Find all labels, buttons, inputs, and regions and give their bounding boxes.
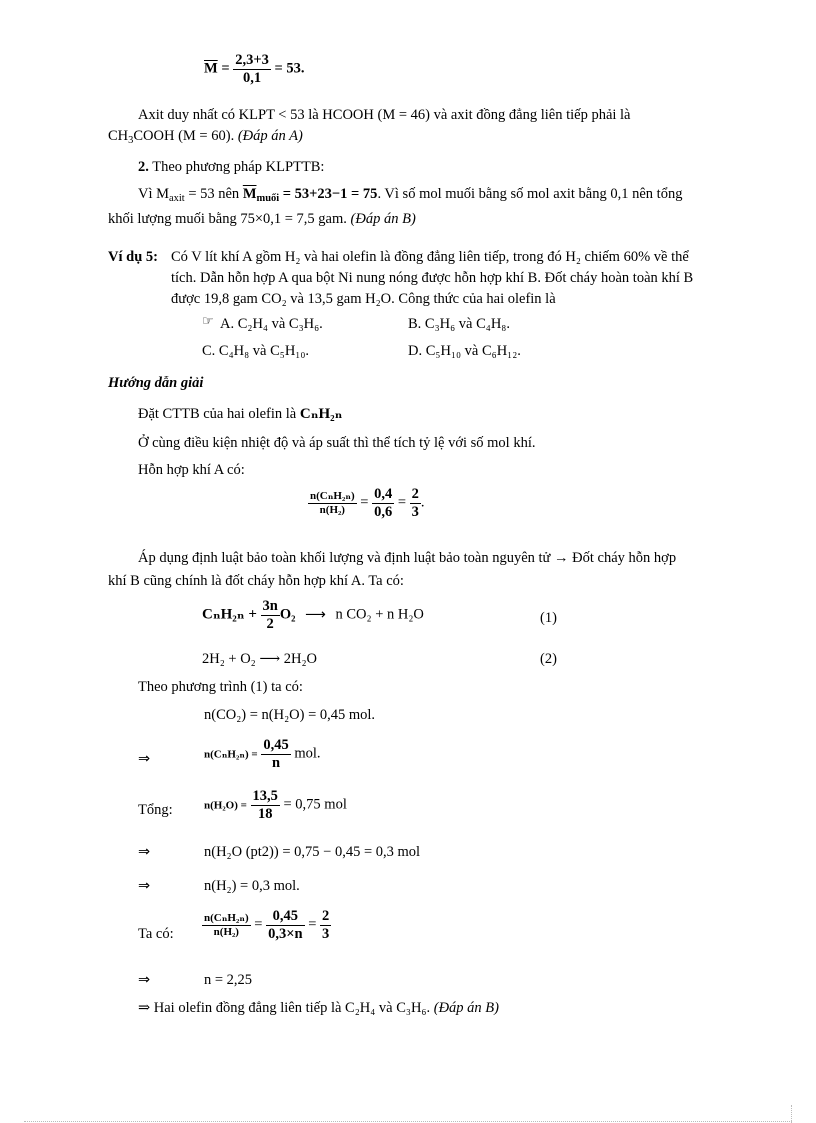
implies-icon: ⇒: [138, 844, 151, 860]
paragraph-muoi-line2: khối lượng muối bằng 75×0,1 = 7,5 gam. (Đáp án B): [108, 211, 416, 227]
guide-line2: Ở cùng điều kiện nhiệt độ và áp suất thì thể tích tỷ lệ với số mol khí.: [138, 435, 536, 451]
paragraph-apdung-line2: khí B cũng chính là đốt cháy hỗn hợp khí A. Ta có:: [108, 573, 404, 589]
option-b: B. C₃H₆ và C₄H₈.: [408, 316, 510, 332]
answer-marker-icon: ☞: [202, 314, 214, 329]
paragraph-axit-line2: $CH_3COOH$ (M = 60). (Đáp án A): [108, 128, 303, 147]
example-line1: Có V lít khí A gồm H₂ và hai olefin là đồng đẳng liên tiếp, trong đó H₂ chiếm 60% về thể: [171, 249, 689, 265]
page-corner-border: [791, 1105, 792, 1123]
m-bar-symbol: $\overline{M}$: [204, 60, 218, 77]
step-7: n = 2,25: [204, 972, 253, 988]
step-5: n(H₂) = 0,3 mol.: [204, 878, 300, 894]
reaction-2-tag: (2): [540, 651, 557, 667]
tong-label: Tổng:: [138, 802, 173, 818]
paragraph-muoi: Vì $M_{axit} = 53$ nên $\overline{M}_{muối} = 53+23-1 = 75$. Vì số mol muối bằng số mol axit bằng 0,1 nên tổng: [138, 186, 683, 205]
ratio-equation-1: $\frac{\text{n(CₙH₂ₙ)}}{\text{n(H₂)}}$ = $\frac{0,4}{0,6}$ = $\frac{2}{3}$ .: [310, 486, 425, 520]
reaction-2: 2H₂ + O₂ ⟶ 2H₂O: [202, 651, 318, 667]
option-c: C. C₄H₈ và C₅H₁₀.: [202, 343, 310, 359]
guide-line1: Đặt CTTB của hai olefin là CₙH₂ₙ: [138, 406, 343, 422]
example-line3: được 19,8 gam CO₂ và 13,5 gam H₂O. Công thức của hai olefin là: [171, 291, 556, 307]
page-bottom-border: [24, 1121, 792, 1122]
section-2-heading: 2. Theo phương pháp KLPTTB:: [138, 159, 325, 175]
equation-mean-mass: $\overline{M}$ = $\frac{2,3+3}{0,1}$ = 53.: [204, 52, 305, 86]
fraction: $\frac{2,3+3}{0,1}$: [235, 52, 269, 86]
step-2: n(CₙH₂ₙ) = $\frac{0,45}{n}$ mol.: [204, 737, 321, 771]
reaction-1: CₙH₂ₙ + $\frac{3n}{2}$ O₂ ⟶ n CO₂ + n H₂O: [202, 598, 424, 632]
paragraph-apdung: Áp dụng định luật bảo toàn khối lượng và định luật bảo toàn nguyên tử → Đốt cháy hỗn hợp: [138, 550, 677, 566]
option-d: D. C₅H₁₀ và C₆H₁₂.: [408, 343, 521, 359]
guide-heading: Hướng dẫn giải: [108, 375, 204, 391]
option-a: A. C₂H₄ và C₃H₆.: [220, 316, 323, 332]
taco-label: Ta có:: [138, 926, 174, 942]
implies-icon: ⇒: [138, 751, 151, 767]
ratio-equation-2: $\frac{\text{n(CₙH₂ₙ)}}{\text{n(H₂)}}$ = $\frac{0,45}{0,3\times n}$ = $\frac{2}{3}$: [204, 908, 330, 942]
step-3: n(H₂O) = $\frac{13,5}{18}$ = 0,75 mol: [204, 788, 347, 822]
step-4: n(H₂O (pt2)) = 0,75 − 0,45 = 0,3 mol: [204, 844, 421, 860]
final-conclusion: ⇒ Hai olefin đồng đẳng liên tiếp là C₂H₄ và C₃H₆. (Đáp án B): [138, 1000, 499, 1016]
step-1: n(CO₂) = n(H₂O) = 0,45 mol.: [204, 707, 376, 723]
example-line2: tích. Dẫn hỗn hợp A qua bột Ni nung nóng được hỗn hợp khí B. Đốt cháy hoàn toàn khí B: [171, 270, 694, 286]
reaction-1-tag: (1): [540, 610, 557, 626]
example-label: Ví dụ 5:: [108, 249, 158, 265]
implies-icon: ⇒: [138, 972, 151, 988]
guide-line3: Hỗn hợp khí A có:: [138, 462, 245, 478]
implies-icon: ⇒: [138, 878, 151, 894]
theo-line: Theo phương trình (1) ta có:: [138, 679, 303, 695]
paragraph-axit: Axit duy nhất có KLPT < 53 là HCOOH (M = 46) và axit đồng đẳng liên tiếp phải là: [138, 107, 631, 123]
